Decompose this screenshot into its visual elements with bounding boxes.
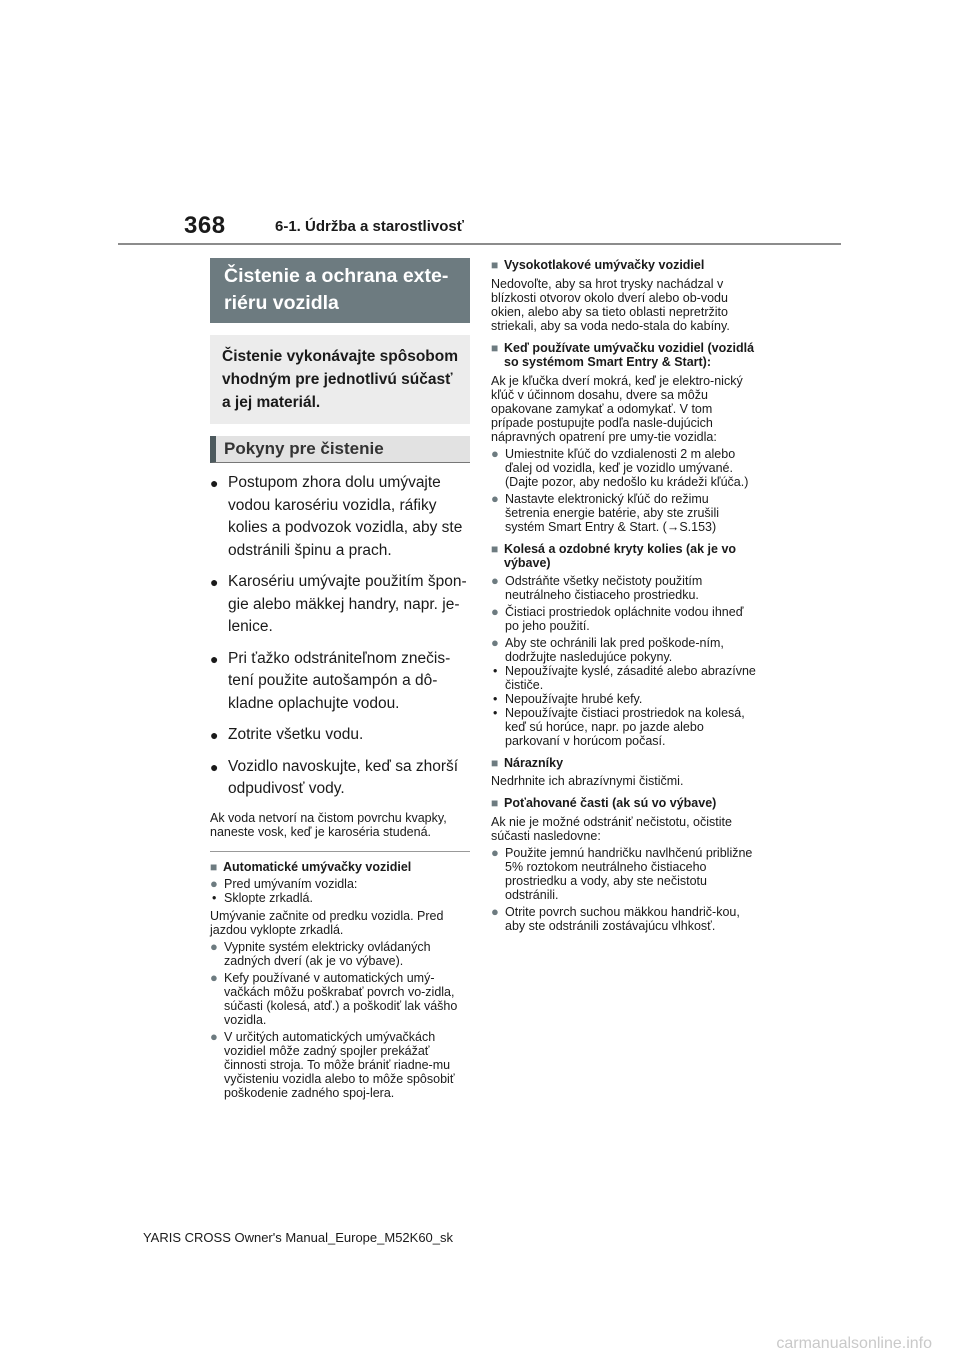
wheels-bullet: • Nepoužívajte čistiaci prostriedok na kolesá, keď sú horúce, napr. po jazde alebo parkovaní v horúcom počasí. [491, 706, 756, 748]
auto-wash-point: ● V určitých automatických umývačkách vozidiel môže zadný spojler prekážať činnosti stroja. To môže brániť riadne-mu vyčisteniu vozidla alebo to môže spôsobiť poškodenie zadného spoj-lera. [210, 1030, 470, 1100]
list-item: ● Vozidlo navoskujte, keď sa zhorší odpudivosť vody. [210, 756, 470, 801]
wheels-point: ● Čistiaci prostriedok opláchnite vodou ihneď po jeho použití. [491, 605, 756, 633]
page-header [0, 0, 960, 250]
plated-parts-point: ● Otrite povrch suchou mäkkou handrič-kou, aby ste odstránili zostávajúcu vlhkosť. [491, 905, 756, 933]
smart-entry-paragraph: Ak je kľučka dverí mokrá, keď je elektro-nický kľúč v účinnom dosahu, dvere sa môžu opakovane zamykať a odomykať. V tom prípade postupujte podľa nasle-dujúcich nápravných opatrení pre umy-tie vozidla: [491, 373, 743, 444]
smart-entry-point: ● Nastavte elektronický kľúč do režimu šetrenia energie batérie, aby ste zrušili systém Smart Entry & Start. (→S.153) [491, 492, 756, 534]
smart-entry-heading: ■ Keď používate umývačku vozidiel (vozidlá so systémom Smart Entry & Start): [491, 341, 756, 370]
section-title: 6-1. Údržba a starostlivosť [275, 218, 464, 235]
header-rule [118, 243, 841, 245]
wheels-point: ● Odstráňte všetky nečistoty použitím neutrálneho čistiaceho prostriedku. [491, 574, 756, 602]
plated-parts-heading: ■ Poťahované časti (ak sú vo výbave) [491, 796, 756, 811]
auto-wash-point: ● Kefy používané v automatických umý-vačkách môžu poškrabať povrch vo-zidla, súčasti (kolesá, atď.) a poškodiť lak vášho vozidla. [210, 971, 470, 1027]
cleaning-steps-list [210, 472, 470, 801]
auto-wash-heading: ■ Automatické umývačky vozidiel [210, 860, 470, 875]
list-item: ● Zotrite všetku vodu. [210, 724, 470, 747]
manual-id: YARIS CROSS Owner's Manual_Europe_M52K60_sk [142, 1230, 454, 1245]
high-pressure-paragraph: Nedovoľte, aby sa hrot trysky nachádzal v blízkosti otvorov okolo dverí alebo ob-vodu okien, alebo aby sa tieto oblasti nepretržito striekali, aby sa voda nedo-stala do kabíny. [491, 276, 730, 333]
bumpers-heading: ■ Nárazníky [491, 756, 756, 771]
list-item: ● Pri ťažko odstrániteľnom znečis-tení použite autošampón a dô-kladne oplachujte vodou. [210, 648, 470, 716]
plated-parts-paragraph: Ak nie je možné odstrániť nečistotu, očistite súčasti nasledovne: [491, 814, 732, 843]
right-column [491, 258, 756, 933]
auto-wash-point: ● Pred umývaním vozidla: [210, 877, 470, 891]
bumpers-paragraph: Nedrhnite ich abrazívnymi čističmi. [491, 774, 684, 788]
chapter-banner: Čistenie a ochrana exte-riéru vozidla [210, 258, 470, 323]
auto-wash-paragraph: Umývanie začnite od predku vozidla. Pred jazdou vyklopte zrkadlá. [210, 909, 444, 937]
divider [210, 851, 470, 852]
wheels-bullet: • Nepoužívajte kyslé, zásadité alebo abrazívne čističe. [491, 664, 756, 692]
watermark: carmanualsonline.info [776, 1335, 932, 1352]
smart-entry-point: ● Umiestnite kľúč do vzdialenosti 2 m alebo ďalej od vozidla, keď je vozidlo umývané. (Dajte pozor, aby nedošlo ku krádeži kľúča.) [491, 447, 756, 489]
left-column [210, 258, 470, 1100]
wheels-bullet: • Nepoužívajte hrubé kefy. [491, 692, 756, 706]
wax-note: Ak voda netvorí na čistom povrchu kvapky, naneste vosk, keď je karoséria studená. [210, 810, 447, 839]
auto-wash-point: ● Vypnite systém elektricky ovládaných zadných dverí (ak je vo výbave). [210, 940, 470, 968]
page-footer [0, 1230, 960, 1245]
intro-box: Čistenie vykonávajte spôsobom vhodným pre jednotlivú súčasť a jej materiál. [210, 335, 470, 424]
cleaning-instructions-heading: Pokyny pre čistenie [210, 436, 470, 463]
plated-parts-point: ● Použite jemnú handričku navlhčenú približne 5% roztokom neutrálneho čistiaceho prostriedku a vody, aby ste nečistotu odstránili. [491, 846, 756, 902]
high-pressure-heading: ■ Vysokotlakové umývačky vozidiel [491, 258, 756, 273]
auto-wash-bullet: • Sklopte zrkadlá. [210, 891, 470, 905]
page-number: 368 [184, 212, 226, 239]
wheels-heading: ■ Kolesá a ozdobné kryty kolies (ak je vo výbave) [491, 542, 756, 571]
list-item: ● Karosériu umývajte použitím špon-gie alebo mäkkej handry, napr. je-lenice. [210, 571, 470, 639]
list-item: ● Postupom zhora dolu umývajte vodou karosériu vozidla, ráfiky kolies a podvozok vozidla, aby ste odstránili špinu a prach. [210, 472, 470, 562]
wheels-point: ● Aby ste ochránili lak pred poškode-ním, dodržujte nasledujúce pokyny. [491, 636, 756, 664]
